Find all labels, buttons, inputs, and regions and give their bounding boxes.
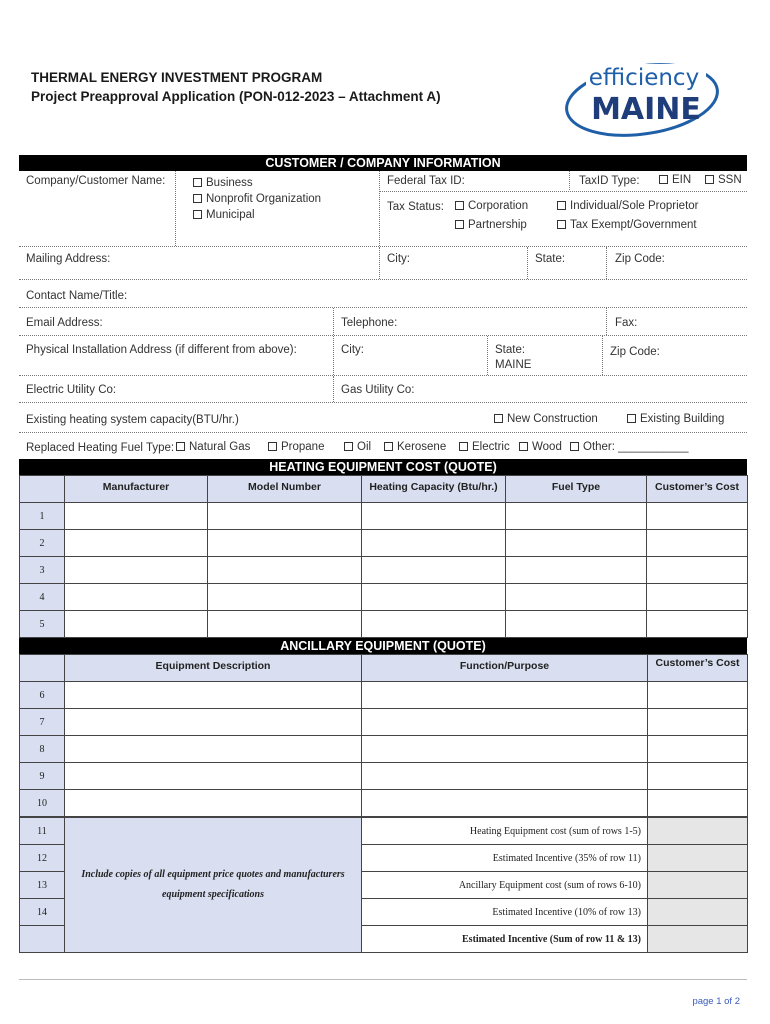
- row-number: 6: [20, 682, 65, 709]
- table-row: [20, 584, 748, 611]
- physical-city-label: City:: [341, 344, 364, 356]
- checkbox[interactable]: [268, 442, 277, 451]
- table-cell[interactable]: [648, 709, 748, 736]
- row-number: 8: [20, 736, 65, 763]
- ancillary-header-row: [20, 655, 748, 682]
- page-number: page 1 of 2: [692, 996, 740, 1007]
- ancillary-incentive-label: Estimated Incentive (10% of row 13): [362, 899, 648, 926]
- table-cell[interactable]: [362, 503, 506, 530]
- heating-equipment-table: [19, 475, 748, 638]
- row-number: 9: [20, 763, 65, 790]
- table-cell[interactable]: [648, 790, 748, 817]
- table-cell[interactable]: [362, 584, 506, 611]
- program-title: THERMAL ENERGY INVESTMENT PROGRAM: [31, 70, 323, 85]
- price-quote-note: Include copies of all equipment price quotes and manufacturers equipment specifications: [65, 818, 362, 953]
- heating-capacity-label: Existing heating system capacity(BTU/hr.): [26, 414, 239, 426]
- table-cell[interactable]: [648, 763, 748, 790]
- table-cell[interactable]: [65, 790, 362, 817]
- table-cell[interactable]: [65, 530, 208, 557]
- fuel-propane-option[interactable]: Propane: [268, 441, 324, 453]
- tax-status-corporation-option[interactable]: Corporation: [455, 200, 528, 212]
- table-cell[interactable]: [648, 736, 748, 763]
- ancillary-incentive-value[interactable]: [648, 899, 748, 926]
- table-row: [20, 790, 748, 817]
- checkbox[interactable]: [557, 220, 566, 229]
- table-row: [20, 763, 748, 790]
- footer-divider: [19, 979, 747, 980]
- city-label: City:: [387, 253, 410, 265]
- fuel-kerosene-option[interactable]: Kerosene: [384, 441, 446, 453]
- checkbox[interactable]: [459, 442, 468, 451]
- total-incentive-value[interactable]: [648, 926, 748, 953]
- mailing-row: [19, 247, 747, 280]
- contact-row: [19, 280, 747, 308]
- row-number: 14: [20, 899, 65, 926]
- heating-section-title: HEATING EQUIPMENT COST (QUOTE): [19, 459, 747, 475]
- fuel-electric-option[interactable]: Electric: [459, 441, 510, 453]
- form-header: [31, 68, 441, 106]
- checkbox[interactable]: [570, 442, 579, 451]
- table-cell[interactable]: [65, 736, 362, 763]
- physical-state-label: State:: [495, 344, 526, 356]
- mailing-address-label: Mailing Address:: [26, 253, 111, 265]
- column-header-customer-cost: Customer’s Cost: [647, 476, 748, 503]
- table-row: [20, 818, 748, 845]
- row-number: 11: [20, 818, 65, 845]
- tax-status-partnership-option[interactable]: Partnership: [455, 219, 527, 231]
- table-cell[interactable]: [647, 584, 748, 611]
- heating-cost-total-value[interactable]: [648, 818, 748, 845]
- table-cell[interactable]: [506, 584, 647, 611]
- table-cell[interactable]: [65, 611, 208, 638]
- physical-address-label: Physical Installation Address (if different from above):: [26, 344, 297, 356]
- table-row: [20, 736, 748, 763]
- row-number: 2: [20, 530, 65, 557]
- fuel-other-option[interactable]: Other: ___________: [570, 441, 689, 453]
- utility-row: [19, 376, 747, 403]
- svg-text:MAINE: MAINE: [591, 92, 701, 127]
- email-row: [19, 308, 747, 336]
- tax-id-ein-option[interactable]: EIN: [659, 174, 691, 186]
- table-cell[interactable]: [362, 790, 648, 817]
- incentive-summary-table: [19, 817, 748, 953]
- state-label: State:: [535, 253, 566, 265]
- column-header-equipment-description: Equipment Description: [65, 655, 362, 682]
- table-cell[interactable]: [65, 503, 208, 530]
- tax-status-label: Tax Status:: [387, 201, 444, 213]
- ancillary-equipment-table: [19, 654, 748, 817]
- fuel-natural-gas-option[interactable]: Natural Gas: [176, 441, 250, 453]
- checkbox[interactable]: [193, 178, 202, 187]
- physical-state-value: MAINE: [495, 359, 532, 371]
- table-cell[interactable]: [506, 557, 647, 584]
- entity-nonprofit-option[interactable]: Nonprofit Organization: [193, 191, 321, 207]
- checkbox[interactable]: [193, 194, 202, 203]
- company-row: [19, 171, 747, 247]
- table-cell[interactable]: [362, 530, 506, 557]
- column-header-heating-capacity: Heating Capacity (Btu/hr.): [362, 476, 506, 503]
- table-cell[interactable]: [506, 530, 647, 557]
- row-number: 4: [20, 584, 65, 611]
- federal-tax-id-label: Federal Tax ID:: [387, 175, 465, 187]
- table-cell[interactable]: [506, 611, 647, 638]
- physical-address-row: [19, 336, 747, 376]
- table-cell[interactable]: [647, 530, 748, 557]
- table-cell[interactable]: [208, 557, 362, 584]
- fax-label: Fax:: [615, 317, 638, 329]
- telephone-label: Telephone:: [341, 317, 398, 329]
- tax-status-sole-proprietor-option[interactable]: Individual/Sole Proprietor: [557, 200, 699, 212]
- row-number: 12: [20, 845, 65, 872]
- capacity-row: [19, 403, 747, 433]
- table-cell[interactable]: [65, 763, 362, 790]
- column-header-manufacturer: Manufacturer: [65, 476, 208, 503]
- checkbox[interactable]: [627, 414, 636, 423]
- column-header-fuel-type: Fuel Type: [506, 476, 647, 503]
- checkbox[interactable]: [494, 414, 503, 423]
- checkbox[interactable]: [193, 210, 202, 219]
- table-cell[interactable]: [65, 557, 208, 584]
- table-row: [20, 530, 748, 557]
- ancillary-cost-total-value[interactable]: [648, 872, 748, 899]
- tax-status-exempt-option[interactable]: Tax Exempt/Government: [557, 219, 697, 231]
- zip-code-label: Zip Code:: [615, 253, 665, 265]
- row-number: 13: [20, 872, 65, 899]
- table-cell[interactable]: [647, 503, 748, 530]
- checkbox[interactable]: [455, 220, 464, 229]
- table-row: [20, 611, 748, 638]
- table-row: [20, 503, 748, 530]
- efficiency-maine-logo: [562, 60, 722, 140]
- customer-section-title: CUSTOMER / COMPANY INFORMATION: [19, 155, 747, 171]
- checkbox[interactable]: [384, 442, 393, 451]
- table-cell[interactable]: [362, 736, 648, 763]
- gas-utility-label: Gas Utility Co:: [341, 384, 415, 396]
- table-row: [20, 682, 748, 709]
- heating-header-row: [20, 476, 748, 503]
- column-header-model-number: Model Number: [208, 476, 362, 503]
- checkbox[interactable]: [519, 442, 528, 451]
- table-cell[interactable]: [506, 503, 647, 530]
- row-number: 1: [20, 503, 65, 530]
- table-cell[interactable]: [362, 763, 648, 790]
- tax-id-type-label: TaxID Type:: [579, 175, 640, 187]
- physical-zip-label: Zip Code:: [610, 346, 660, 358]
- table-cell[interactable]: [362, 557, 506, 584]
- svg-text:efficiency: efficiency: [588, 65, 700, 91]
- email-label: Email Address:: [26, 317, 103, 329]
- fuel-type-row: [19, 433, 747, 459]
- checkbox[interactable]: [176, 442, 185, 451]
- ancillary-section-title: ANCILLARY EQUIPMENT (QUOTE): [19, 638, 747, 654]
- checkbox[interactable]: [659, 175, 668, 184]
- heating-incentive-value[interactable]: [648, 845, 748, 872]
- checkbox[interactable]: [344, 442, 353, 451]
- table-cell[interactable]: [208, 611, 362, 638]
- row-number: 10: [20, 790, 65, 817]
- row-number: 3: [20, 557, 65, 584]
- heating-cost-total-label: Heating Equipment cost (sum of rows 1-5): [362, 818, 648, 845]
- table-cell[interactable]: [65, 709, 362, 736]
- row-number-blank: [20, 926, 65, 953]
- application-form: [19, 155, 747, 953]
- column-header-function-purpose: Function/Purpose: [362, 655, 648, 682]
- tax-id-ssn-option[interactable]: SSN: [705, 174, 742, 186]
- new-construction-option[interactable]: New Construction: [494, 413, 598, 425]
- table-row: [20, 709, 748, 736]
- checkbox[interactable]: [455, 201, 464, 210]
- table-cell[interactable]: [65, 682, 362, 709]
- table-cell[interactable]: [648, 682, 748, 709]
- table-cell[interactable]: [65, 584, 208, 611]
- entity-municipal-option[interactable]: Municipal: [193, 207, 321, 223]
- row-number: 5: [20, 611, 65, 638]
- table-cell[interactable]: [362, 682, 648, 709]
- entity-business-option[interactable]: Business: [193, 175, 321, 191]
- existing-building-option[interactable]: Existing Building: [627, 413, 724, 425]
- table-row: [20, 557, 748, 584]
- fuel-oil-option[interactable]: Oil: [344, 441, 371, 453]
- checkbox[interactable]: [557, 201, 566, 210]
- row-number: 7: [20, 709, 65, 736]
- total-incentive-label: Estimated Incentive (Sum of row 11 & 13): [362, 926, 648, 953]
- company-name-label: Company/Customer Name:: [26, 175, 166, 187]
- contact-name-label: Contact Name/Title:: [26, 290, 128, 302]
- checkbox[interactable]: [705, 175, 714, 184]
- fuel-type-label: Replaced Heating Fuel Type:: [26, 442, 175, 454]
- table-cell[interactable]: [208, 503, 362, 530]
- entity-type-group: [193, 175, 321, 223]
- form-subtitle: Project Preapproval Application (PON-012-2023 – Attachment A): [31, 89, 441, 104]
- table-cell[interactable]: [647, 557, 748, 584]
- table-cell[interactable]: [208, 584, 362, 611]
- table-cell[interactable]: [647, 611, 748, 638]
- heating-incentive-label: Estimated Incentive (35% of row 11): [362, 845, 648, 872]
- electric-utility-label: Electric Utility Co:: [26, 384, 117, 396]
- table-cell[interactable]: [362, 611, 506, 638]
- fuel-wood-option[interactable]: Wood: [519, 441, 562, 453]
- table-cell[interactable]: [208, 530, 362, 557]
- ancillary-cost-total-label: Ancillary Equipment cost (sum of rows 6-10): [362, 872, 648, 899]
- column-header-customer-cost: Customer’s Cost: [648, 655, 748, 682]
- table-cell[interactable]: [362, 709, 648, 736]
